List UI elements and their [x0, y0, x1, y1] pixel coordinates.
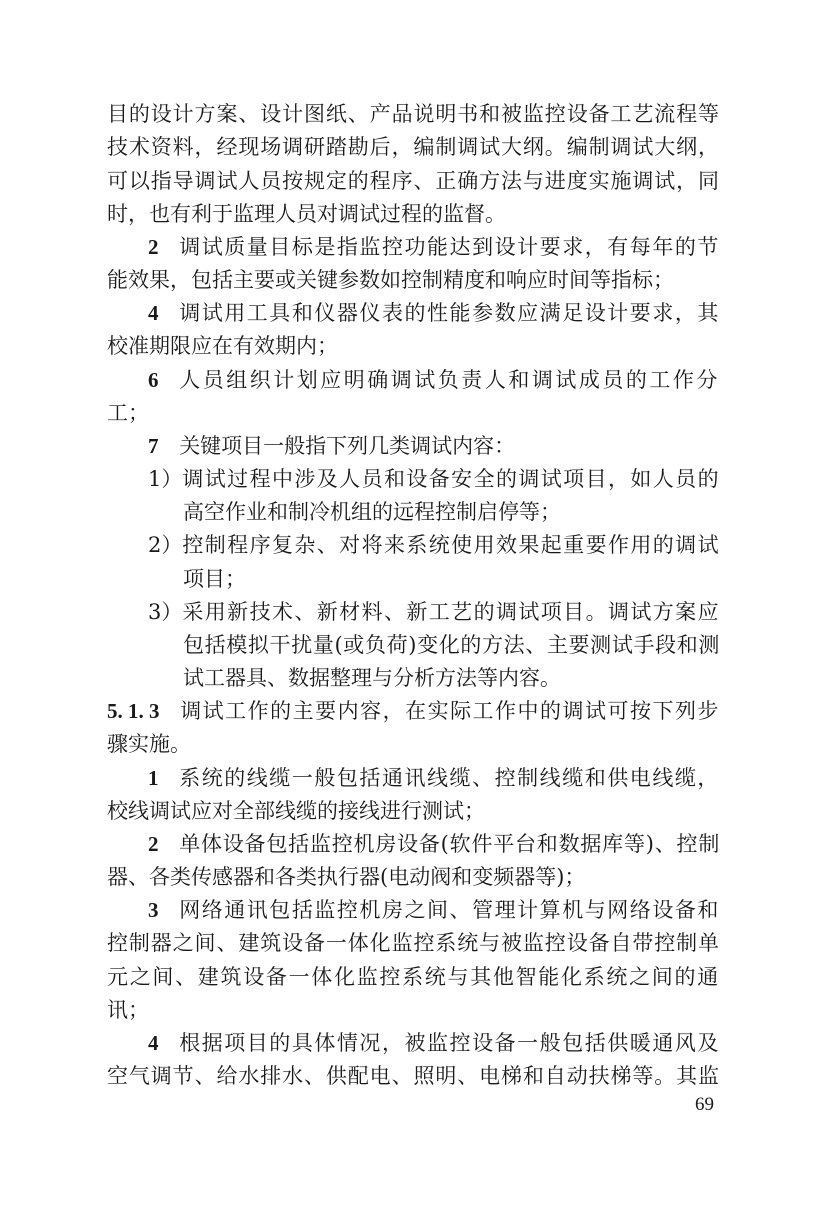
body-text-line [107, 796, 485, 826]
clause-line [148, 895, 720, 925]
body-text-line [107, 331, 338, 361]
body-text-line [107, 862, 585, 892]
list-marker: 1） [148, 467, 183, 491]
line-text: 控制程序复杂、对将来系统使用效果起重要作用的调试 [182, 533, 720, 557]
body-text-line [107, 729, 191, 759]
clause-number: 4 [148, 301, 159, 325]
line-text: 目的设计方案、设计图纸、产品说明书和被监控设备工艺流程等 [107, 102, 720, 126]
section-number: 5. 1. 3 [107, 699, 160, 723]
line-text: 高空作业和制冷机组的远程控制启停等； [183, 500, 561, 524]
body-text-line [107, 132, 720, 162]
clause-line [148, 298, 720, 328]
section-heading-line [107, 696, 720, 726]
list-continuation-line [183, 630, 720, 660]
list-continuation-line [183, 497, 561, 527]
line-text: 讯； [107, 998, 149, 1022]
line-text: 关键项目一般指下列几类调试内容： [179, 434, 516, 458]
body-text-line [107, 995, 149, 1025]
clause-line [148, 1028, 720, 1058]
line-text: 单体设备包括监控机房设备(软件平台和数据库等)、控制 [179, 832, 721, 856]
line-text: 控制器之间、建筑设备一体化监控系统与被监控设备自带控制单 [107, 931, 720, 955]
list-marker: 2） [148, 533, 183, 557]
line-text: 包括模拟干扰量(或负荷)变化的方法、主要测试手段和测 [183, 633, 721, 657]
body-text-line [107, 265, 674, 295]
line-text: 采用新技术、新材料、新工艺的调试项目。调试方案应 [182, 600, 720, 624]
clause-number: 2 [148, 832, 159, 856]
page-number: 69 [695, 1094, 714, 1115]
clause-number: 2 [148, 235, 159, 259]
line-text: 人员组织计划应明确调试负责人和调试成员的工作分 [179, 368, 720, 392]
list-item-line [148, 530, 720, 560]
clause-number: 6 [148, 368, 159, 392]
clause-line [148, 763, 720, 793]
body-text-line [107, 199, 506, 229]
list-continuation-line [183, 663, 561, 693]
line-text: 调试工作的主要内容，在实际工作中的调试可按下列步 [180, 699, 720, 723]
line-text: 元之间、建筑设备一体化监控系统与其他智能化系统之间的通 [107, 965, 720, 989]
line-text: 根据项目的具体情况，被监控设备一般包括供暖通风及 [179, 1031, 720, 1055]
line-text: 校准期限应在有效期内； [107, 334, 338, 358]
line-text: 能效果，包括主要或关键参数如控制精度和响应时间等指标； [107, 268, 674, 292]
line-text: 器、各类传感器和各类执行器(电动阀和变频器等)； [107, 865, 586, 889]
line-text: 项目； [183, 567, 246, 591]
line-text: 工； [107, 401, 149, 425]
line-text: 网络通讯包括监控机房之间、管理计算机与网络设备和 [179, 898, 720, 922]
clause-line [148, 365, 720, 395]
list-marker: 3） [148, 600, 183, 624]
line-text: 时，也有利于监理人员对调试过程的监督。 [107, 202, 506, 226]
body-text-line [107, 928, 720, 958]
body-text-line [107, 166, 720, 196]
body-text-line [107, 398, 149, 428]
line-text: 系统的线缆一般包括通讯线缆、控制线缆和供电线缆， [179, 766, 720, 790]
list-item-line [148, 464, 720, 494]
line-text: 骤实施。 [107, 732, 191, 756]
line-text: 试工器具、数据整理与分析方法等内容。 [183, 666, 561, 690]
clause-number: 4 [148, 1031, 159, 1055]
clause-number: 1 [148, 766, 159, 790]
line-text: 调试用工具和仪器仪表的性能参数应满足设计要求，其 [179, 301, 720, 325]
clause-line [148, 232, 720, 262]
clause-line [148, 431, 515, 461]
clause-number: 7 [148, 434, 159, 458]
line-text: 空气调节、给水排水、供配电、照明、电梯和自动扶梯等。其监 [107, 1064, 720, 1088]
body-text-line [107, 99, 720, 129]
line-text: 可以指导调试人员按规定的程序、正确方法与进度实施调试，同 [107, 169, 720, 193]
clause-line [148, 829, 720, 859]
clause-number: 3 [148, 898, 159, 922]
body-text-line [107, 962, 720, 992]
list-continuation-line [183, 564, 246, 594]
line-text: 技术资料，经现场调研踏勘后，编制调试大纲。编制调试大纲， [107, 135, 720, 159]
line-text: 调试质量目标是指监控功能达到设计要求，有每年的节 [179, 235, 720, 259]
line-text: 校线调试应对全部线缆的接线进行测试； [107, 799, 485, 823]
line-text: 调试过程中涉及人员和设备安全的调试项目，如人员的 [182, 467, 720, 491]
body-text-line [107, 1061, 720, 1091]
list-item-line [148, 597, 720, 627]
